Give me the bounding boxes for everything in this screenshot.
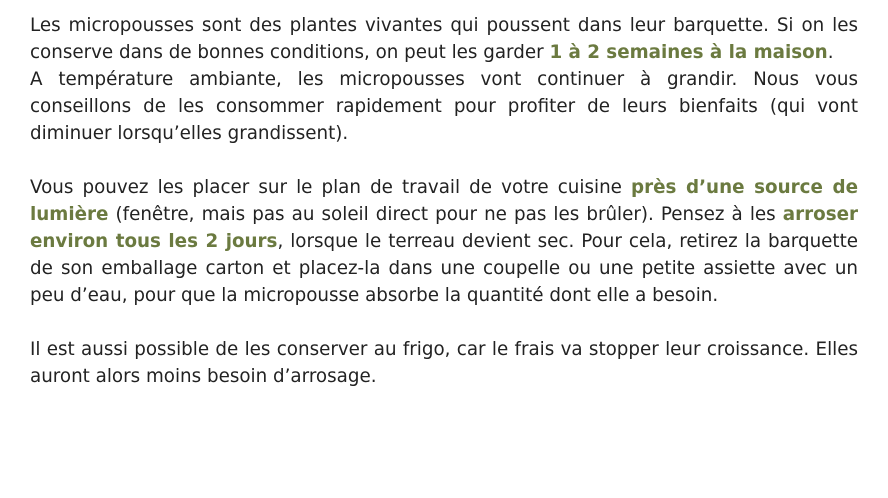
highlight-light-source: près d’une source de lumière (30, 177, 858, 225)
paragraph-spacer (30, 147, 858, 174)
article-body (30, 12, 858, 390)
highlight-watering-frequency: arroser environ tous les 2 jours (30, 204, 858, 252)
paragraph-text: Il est aussi possible de les conserver au frigo, car le frais va stopper leur croissance. Elles auront alors moins besoin d’arrosage. (30, 339, 858, 387)
paragraph-spacer (30, 309, 858, 336)
paragraph-conservation-duration (30, 12, 858, 66)
highlight-duration: 1 à 2 semaines à la maison (549, 42, 828, 63)
paragraph-text: Vous pouvez les placer sur le plan de travail de votre cuisine (30, 177, 631, 198)
paragraph-text: Les micropousses sont des plantes vivantes qui poussent dans leur barquette. Si on les conserve dans de bonnes conditions, on peut les garder (30, 15, 858, 63)
paragraph-fridge (30, 336, 858, 390)
paragraph-text: , lorsque le terreau devient sec. Pour cela, retirez la barquette de son emballage carton et placez-la dans une coupelle ou une petite assiette avec un peu d’eau, pour que la micropousse absorbe la quantité dont elle a besoin. (30, 231, 859, 306)
paragraph-room-temperature (30, 66, 858, 147)
paragraph-text: (fenêtre, mais pas au soleil direct pour ne pas les brûler). Pensez à les (108, 204, 783, 225)
paragraph-text: A température ambiante, les micropousses vont continuer à grandir. Nous vous conseillons de les consommer rapidement pour profiter de leurs bienfaits (qui vont diminuer lorsqu’elles grandissent). (30, 69, 858, 144)
paragraph-text: . (827, 42, 834, 63)
paragraph-placement-watering (30, 174, 858, 309)
